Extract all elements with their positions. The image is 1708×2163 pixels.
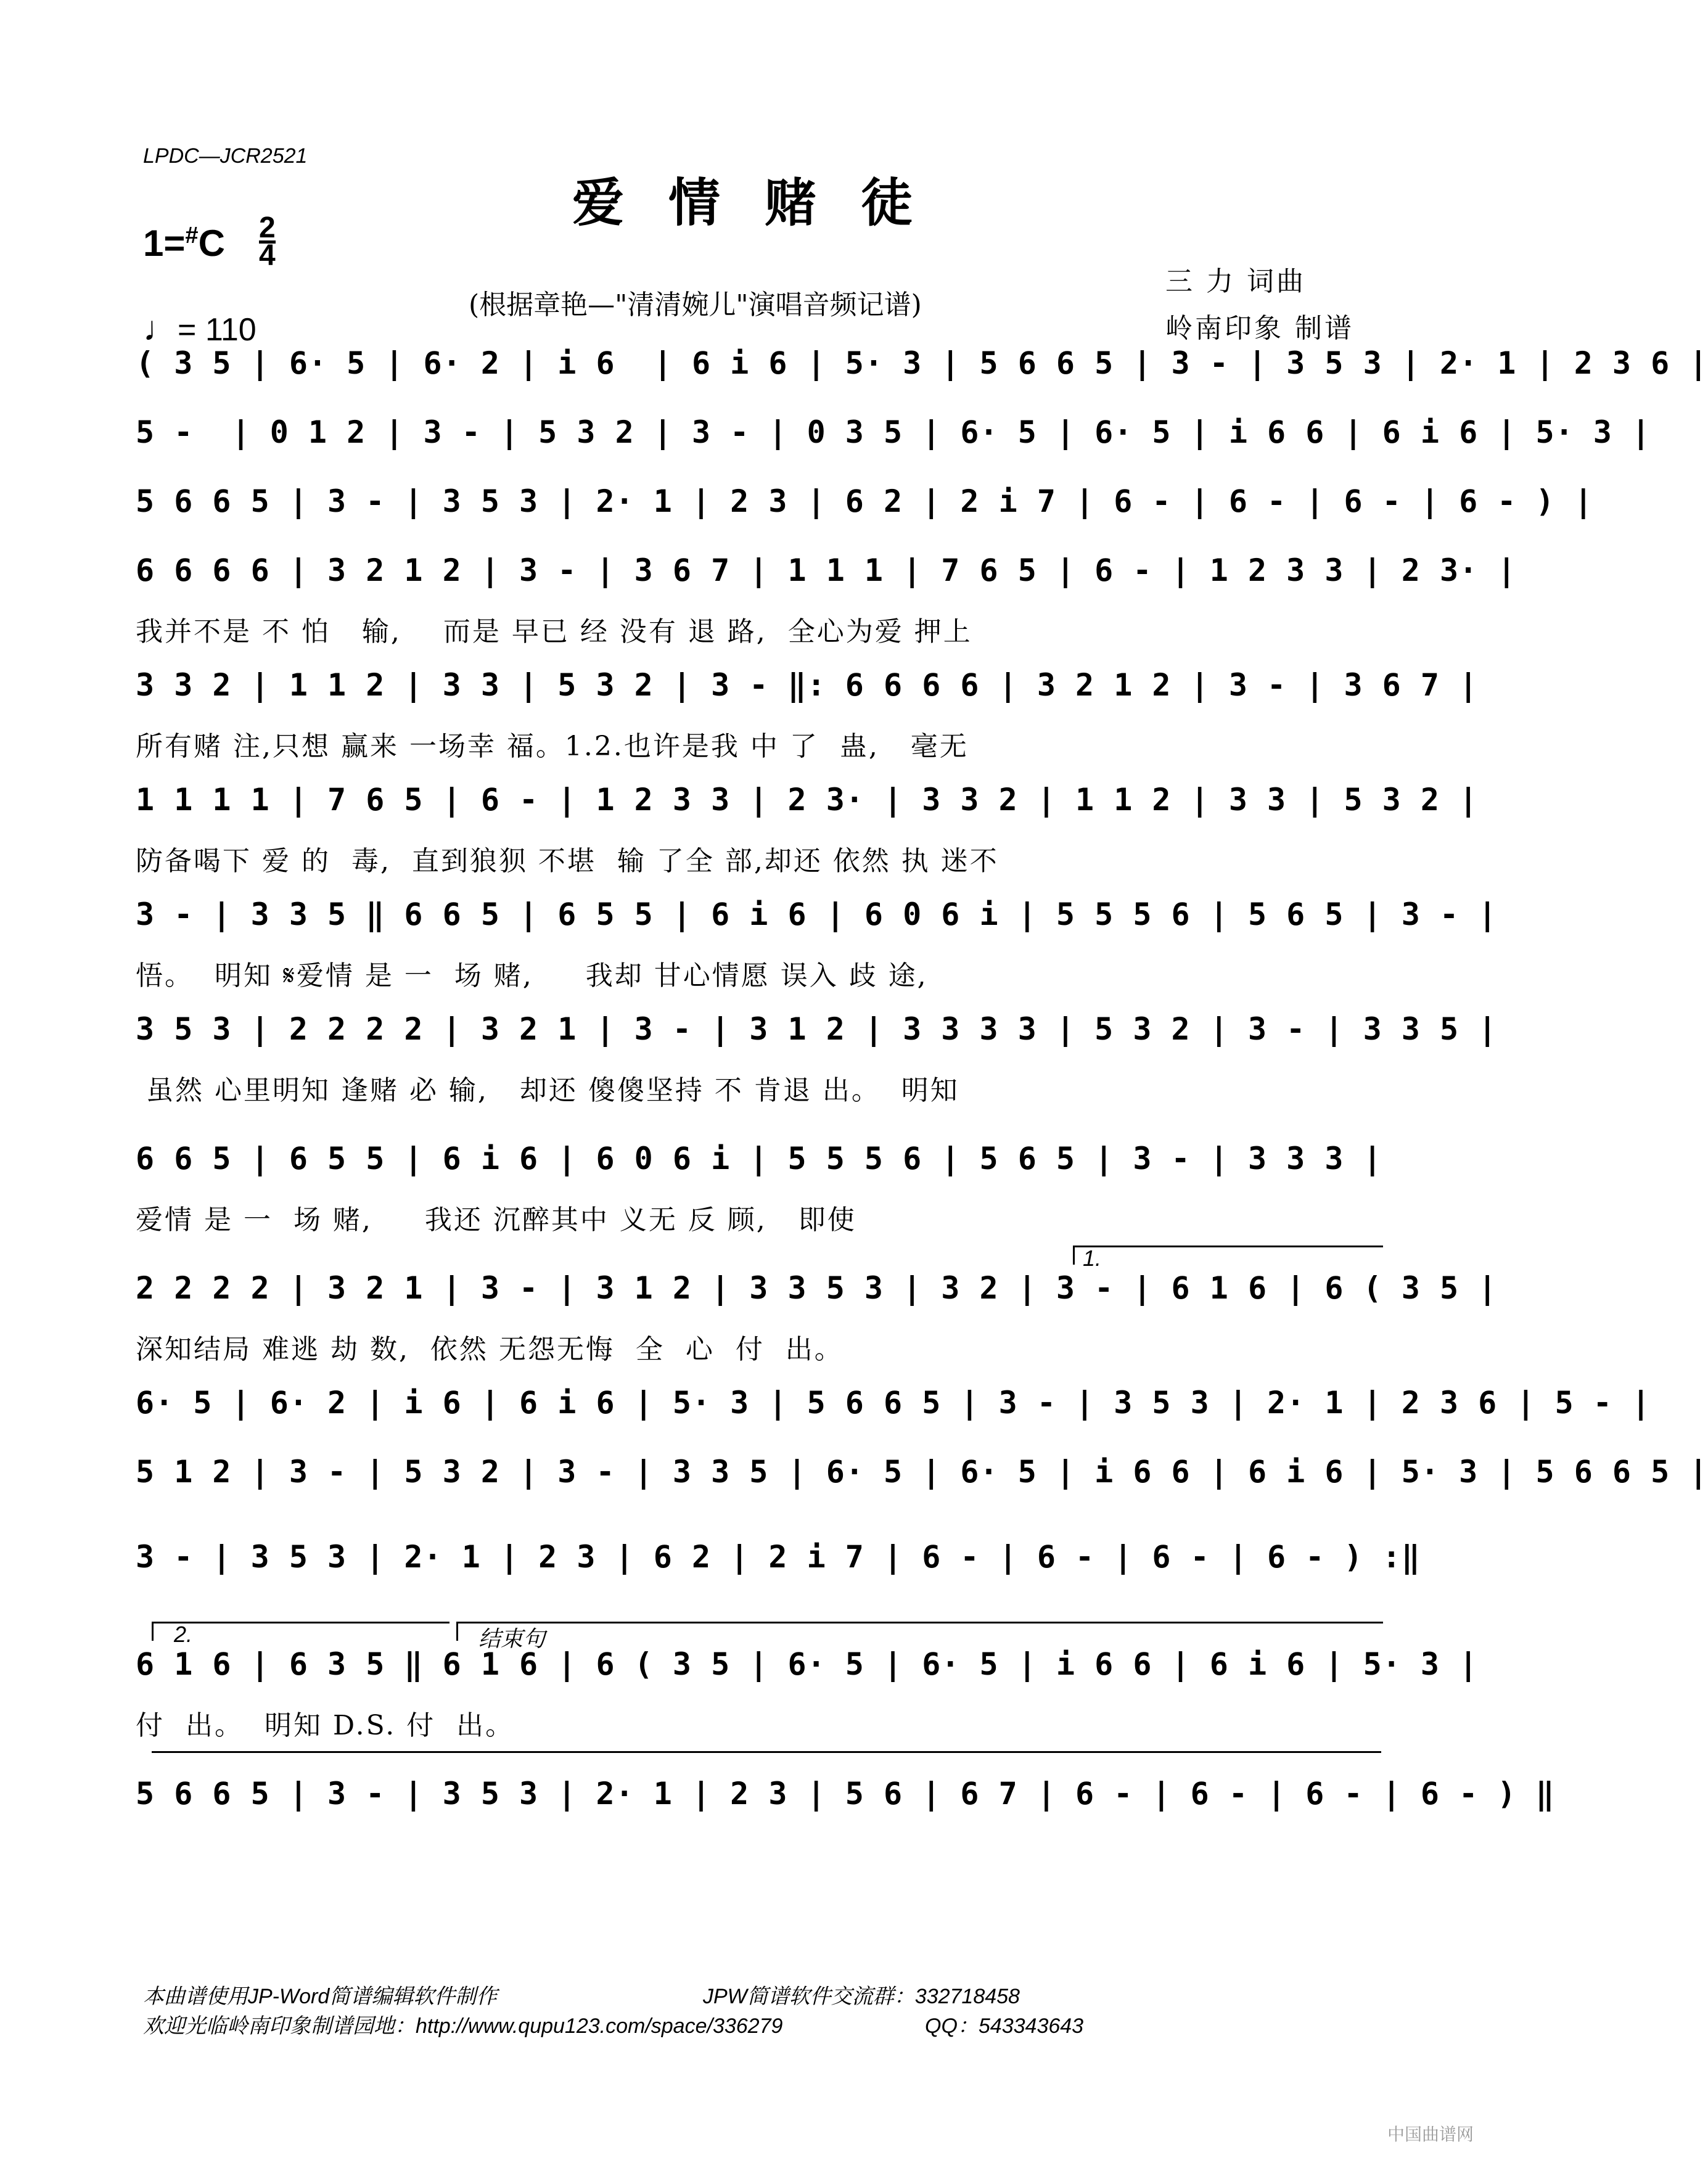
- volta-label-1: 1.: [1083, 1246, 1102, 1271]
- lyrics-line: 悟。 明知 𝄋爱情 是 一 场 赌, 我却 甘心情愿 误入 歧 途,: [136, 960, 928, 991]
- notes-line: 6· 5 | 6· 2 | i 6 | 6 i 6 | 5· 3 | 5 6 6 5 | 3 - | 3 5 3 | 2· 1 | 2 3 6 | 5 - |: [136, 1385, 1651, 1421]
- sharp-sign: #: [185, 223, 199, 248]
- final-system-line: [152, 1751, 1381, 1770]
- volta-bracket-1: [1073, 1246, 1383, 1265]
- time-signature: [259, 211, 276, 272]
- ending-bracket: [456, 1622, 1383, 1641]
- score-body: [136, 345, 1708, 1973]
- notes-line: 5 6 6 5 | 3 - | 3 5 3 | 2· 1 | 2 3 | 5 6 | 6 7 | 6 - | 6 - | 6 - | 6 - ) ‖: [136, 1776, 1555, 1812]
- notes-line: 6 6 5 | 6 5 5 | 6 i 6 | 6 0 6 i | 5 5 5 6 | 5 6 5 | 3 - | 3 3 3 |: [136, 1141, 1382, 1176]
- quarter-note-icon: ♩: [143, 309, 178, 348]
- lyricist-credit: 三 力 词曲: [1165, 266, 1306, 297]
- notes-line: 1 1 1 1 | 7 6 5 | 6 - | 1 2 3 3 | 2 3· | 3 3 2 | 1 1 2 | 3 3 | 5 3 2 |: [136, 782, 1479, 818]
- notes-line: 3 - | 3 5 3 | 2· 1 | 2 3 | 6 2 | 2 i 7 | 6 - | 6 - | 6 - | 6 - ) :‖: [136, 1539, 1421, 1575]
- volta-label-2: 2.: [174, 1622, 193, 1647]
- notes-line: 6 1 6 | 6 3 5 ‖ 6 1 6 | 6 ( 3 5 | 6· 5 | 6· 5 | i 6 6 | 6 i 6 | 5· 3 |: [136, 1646, 1479, 1682]
- lyrics-line: 深知结局 难逃 劫 数, 依然 无怨无悔 全 心 付 出。: [136, 1334, 844, 1365]
- time-numerator: 2: [259, 211, 276, 244]
- notes-line: ( 3 5 | 6· 5 | 6· 2 | i 6 | 6 i 6 | 5· 3 | 5 6 6 5 | 3 - | 3 5 3 | 2· 1 | 2 3 6 |: [136, 345, 1708, 381]
- lyrics-line: 所有赌 注,只想 赢来 一场幸 福。1.2.也许是我 中 了 蛊, 毫无: [136, 731, 969, 762]
- footer-qq: QQ：543343643: [925, 2014, 1084, 2038]
- footer-group: JPW简谱软件交流群：332718458: [703, 1985, 1020, 2008]
- arranger-credit: 岭南印象 制谱: [1165, 313, 1354, 344]
- lyrics-line: 虽然 心里明知 逢赌 必 输, 却还 傻傻坚持 不 肯退 出。 明知: [136, 1075, 959, 1106]
- ending-label: 结束句: [478, 1626, 546, 1651]
- song-title: 爱情赌徒: [572, 172, 957, 233]
- notes-line: 6 6 6 6 | 3 2 1 2 | 3 - | 3 6 7 | 1 1 1 | 7 6 5 | 6 - | 1 2 3 3 | 2 3· |: [136, 552, 1517, 588]
- lyrics-line: 防备喝下 爱 的 毒, 直到狼狈 不堪 输 了全 部,却还 依然 执 迷不: [136, 845, 999, 877]
- tempo-value: = 110: [178, 312, 257, 348]
- key-prefix: 1=: [143, 223, 186, 264]
- notes-line: 2 2 2 2 | 3 2 1 | 3 - | 3 1 2 | 3 3 5 3 | 3 2 | 3 - | 6 1 6 | 6 ( 3 5 |: [136, 1270, 1498, 1306]
- notes-line: 3 3 2 | 1 1 2 | 3 3 | 5 3 2 | 3 - ‖: 6 6 6 6 | 3 2 1 2 | 3 - | 3 6 7 |: [136, 667, 1479, 703]
- notes-line: 5 - | 0 1 2 | 3 - | 5 3 2 | 3 - | 0 3 5 | 6· 5 | 6· 5 | i 6 6 | 6 i 6 | 5· 3 |: [136, 414, 1651, 450]
- source-note: (根据章艳—"清清婉儿"演唱音频记谱): [469, 289, 922, 321]
- notes-line: 5 6 6 5 | 3 - | 3 5 3 | 2· 1 | 2 3 | 6 2 | 2 i 7 | 6 - | 6 - | 6 - | 6 - ) |: [136, 483, 1593, 519]
- tempo-marking: [143, 308, 257, 348]
- notes-line: 5 1 2 | 3 - | 5 3 2 | 3 - | 3 3 5 | 6· 5 | 6· 5 | i 6 6 | 6 i 6 | 5· 3 | 5 6 6 5 |: [136, 1454, 1708, 1490]
- footer-website: 欢迎光临岭南印象制谱园地：http://www.qupu123.com/space/336279: [143, 2014, 783, 2038]
- volta-bracket-2: [152, 1622, 450, 1641]
- notes-line: 3 5 3 | 2 2 2 2 | 3 2 1 | 3 - | 3 1 2 | 3 3 3 3 | 5 3 2 | 3 - | 3 3 5 |: [136, 1011, 1498, 1047]
- lyrics-line: 我并不是 不 怕 输, 而是 早已 经 没有 退 路, 全心为爱 押上: [136, 616, 972, 647]
- key-letter: C: [198, 223, 225, 264]
- lyrics-line: 爱情 是 一 场 赌, 我还 沉醉其中 义无 反 顾, 即使: [136, 1204, 856, 1236]
- notes-line: 3 - | 3 3 5 ‖ 6 6 5 | 6 5 5 | 6 i 6 | 6 0 6 i | 5 5 5 6 | 5 6 5 | 3 - |: [136, 897, 1498, 932]
- time-denominator: 4: [259, 239, 276, 272]
- key-signature: [143, 222, 225, 265]
- lyrics-line: 付 出。 明知 D.S. 付 出。: [136, 1710, 515, 1741]
- watermark-logo: 中国曲谱网: [1387, 2124, 1474, 2145]
- score-code: LPDC—JCR2521: [143, 144, 308, 168]
- footer-software: 本曲谱使用JP-Word简谱编辑软件制作: [143, 1985, 498, 2008]
